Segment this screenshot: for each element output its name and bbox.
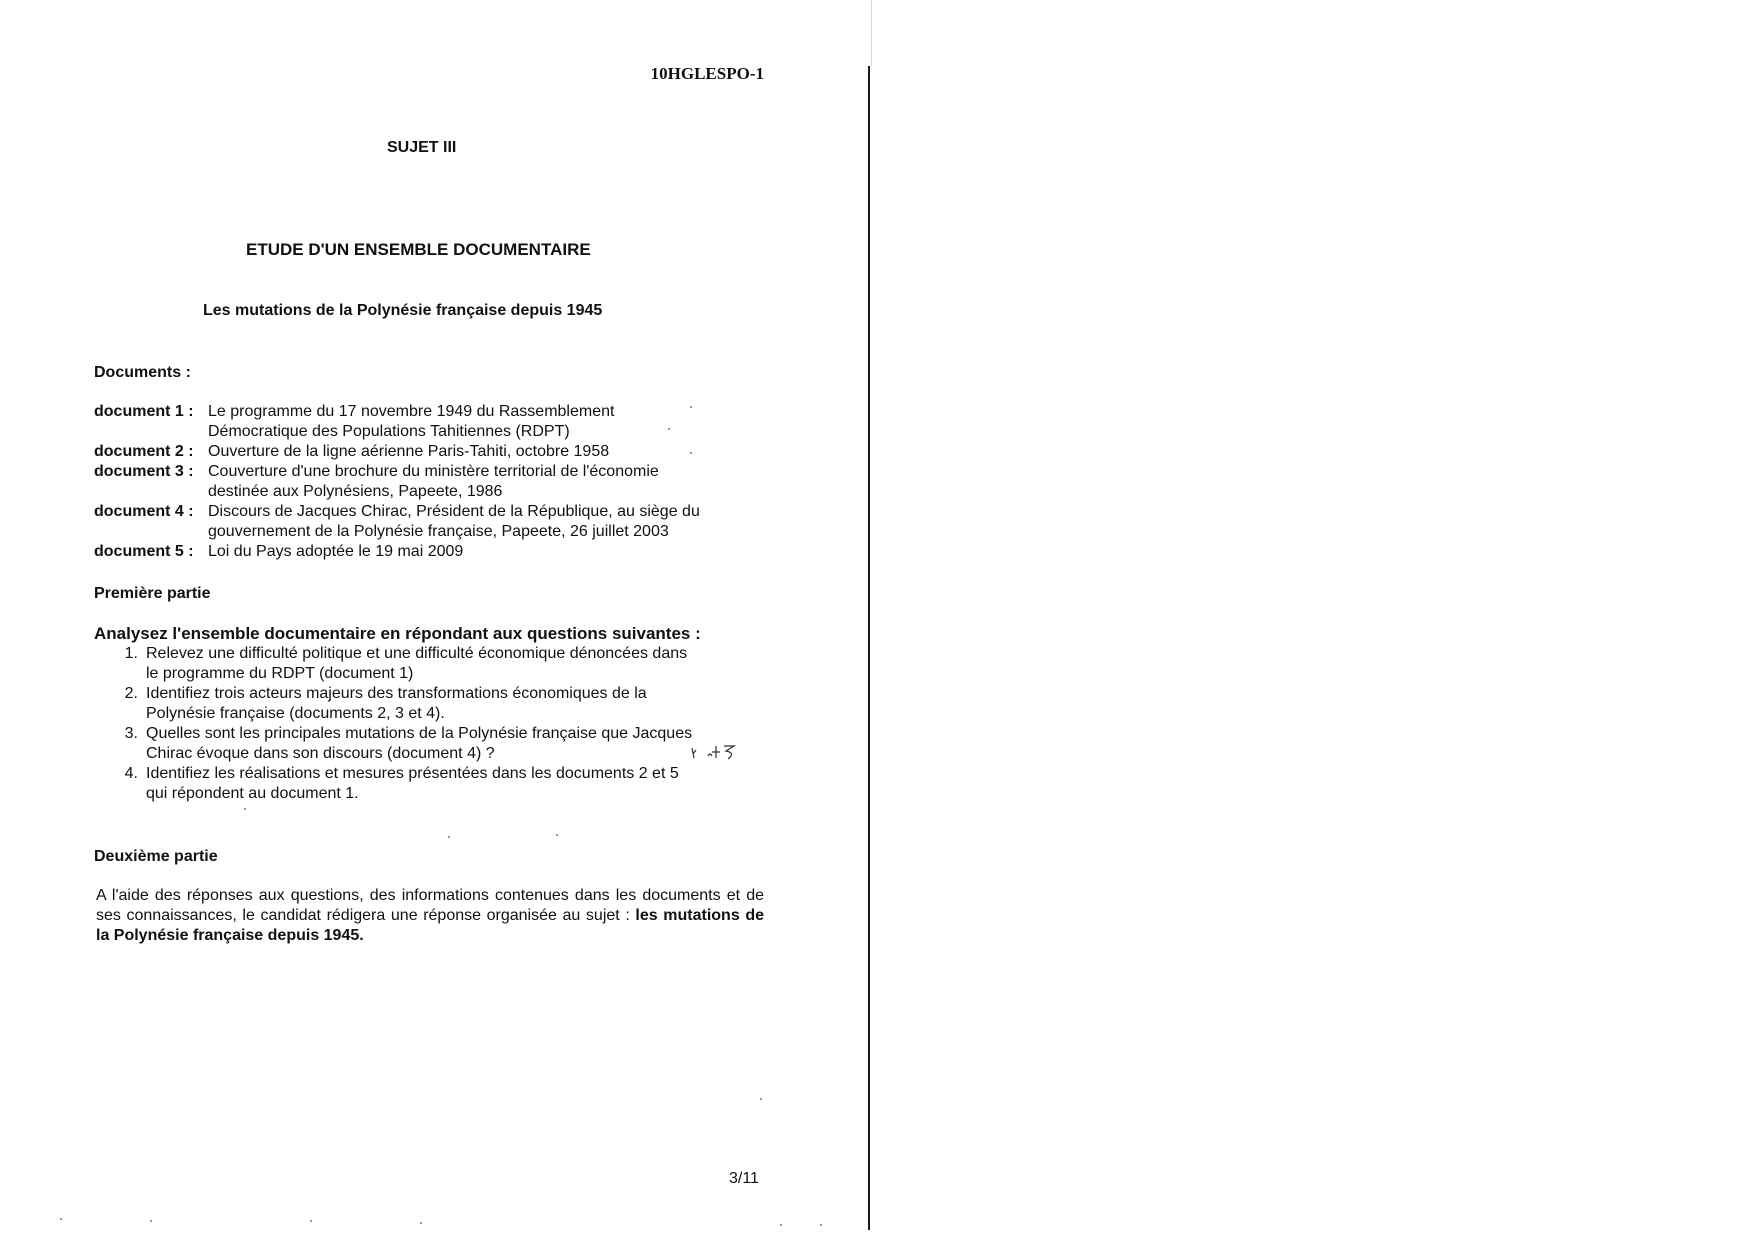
document-text-line: Le programme du 17 novembre 1949 du Rassemblement <box>208 403 615 420</box>
list-item <box>94 402 774 442</box>
question-text-line: Polynésie française (documents 2, 3 et 4). <box>146 705 445 722</box>
document-text-line: gouvernement de la Polynésie française, Papeete, 26 juillet 2003 <box>208 523 669 540</box>
scan-speck <box>668 428 670 430</box>
list-item <box>94 684 754 724</box>
page-divider-top <box>871 0 872 66</box>
question-number: 2. <box>124 685 138 702</box>
scan-speck <box>556 834 558 836</box>
page-divider <box>868 66 870 1230</box>
scan-speck <box>310 1220 312 1222</box>
list-item <box>94 462 774 502</box>
document-label: document 5 : <box>94 543 194 560</box>
list-item <box>94 764 754 804</box>
scan-speck <box>448 836 450 838</box>
handwritten-mark <box>690 742 738 762</box>
part2-instruction: A l'aide des réponses aux questions, des informations contenues dans les documents et de ses connaissances, le candidat rédigera une réponse organisée au sujet : <box>96 887 764 924</box>
scan-speck <box>244 808 246 810</box>
list-item <box>94 502 774 542</box>
document-text-line: Discours de Jacques Chirac, Président de la République, au siège du <box>208 503 700 520</box>
part2-heading: Deuxième partie <box>94 848 218 865</box>
document-text-line: Démocratique des Populations Tahitiennes (RDPT) <box>208 423 570 440</box>
scan-speck <box>150 1220 152 1222</box>
scan-speck <box>780 1224 782 1226</box>
sujet-heading: SUJET III <box>387 139 457 156</box>
document-text-line: Ouverture de la ligne aérienne Paris-Tahiti, octobre 1958 <box>208 443 610 460</box>
document-text-line: Couverture d'une brochure du ministère territorial de l'économie <box>208 463 659 480</box>
scan-speck <box>60 1218 62 1220</box>
part1-heading: Première partie <box>94 585 211 602</box>
question-text-line: qui répondent au document 1. <box>146 785 359 802</box>
scan-speck <box>420 1222 422 1224</box>
scan-speck <box>690 452 692 454</box>
list-item <box>94 542 774 562</box>
question-text-line: Identifiez les réalisations et mesures présentées dans les documents 2 et 5 <box>146 765 679 782</box>
part1-instruction: Analysez l'ensemble documentaire en répondant aux questions suivantes : <box>94 624 701 643</box>
question-text-line: Chirac évoque dans son discours (document 4) ? <box>146 745 495 762</box>
scan-speck <box>760 1098 762 1100</box>
list-item <box>94 644 754 684</box>
document-text-line: destinée aux Polynésiens, Papeete, 1986 <box>208 483 503 500</box>
documents-heading: Documents : <box>94 364 191 381</box>
question-text-line: Identifiez trois acteurs majeurs des transformations économiques de la <box>146 685 647 702</box>
document-label: document 2 : <box>94 443 194 460</box>
document-text-line: Loi du Pays adoptée le 19 mai 2009 <box>208 543 464 560</box>
page-subtitle: Les mutations de la Polynésie française depuis 1945 <box>203 302 603 319</box>
part2-text <box>96 886 764 946</box>
document-label: document 3 : <box>94 463 194 480</box>
question-list <box>94 644 754 804</box>
list-item <box>94 442 774 462</box>
scan-speck <box>690 406 692 408</box>
document-list <box>94 402 774 562</box>
question-number: 3. <box>124 725 138 742</box>
page-title: ETUDE D'UN ENSEMBLE DOCUMENTAIRE <box>246 240 591 259</box>
question-text-line: le programme du RDPT (document 1) <box>146 665 414 682</box>
document-label: document 1 : <box>94 403 194 420</box>
question-number: 1. <box>124 645 138 662</box>
page-number: 3/11 <box>729 1170 759 1187</box>
question-text-line: Relevez une difficulté politique et une difficulté économique dénoncées dans <box>146 645 688 662</box>
scan-speck <box>820 1224 822 1226</box>
question-number: 4. <box>124 765 138 782</box>
document-label: document 4 : <box>94 503 194 520</box>
document-code: 10HGLESPO-1 <box>650 64 764 83</box>
list-item <box>94 724 754 764</box>
part2-subject: les mutations de la Polynésie française depuis 1945. <box>96 907 765 944</box>
question-text-line: Quelles sont les principales mutations de la Polynésie française que Jacques <box>146 725 693 742</box>
